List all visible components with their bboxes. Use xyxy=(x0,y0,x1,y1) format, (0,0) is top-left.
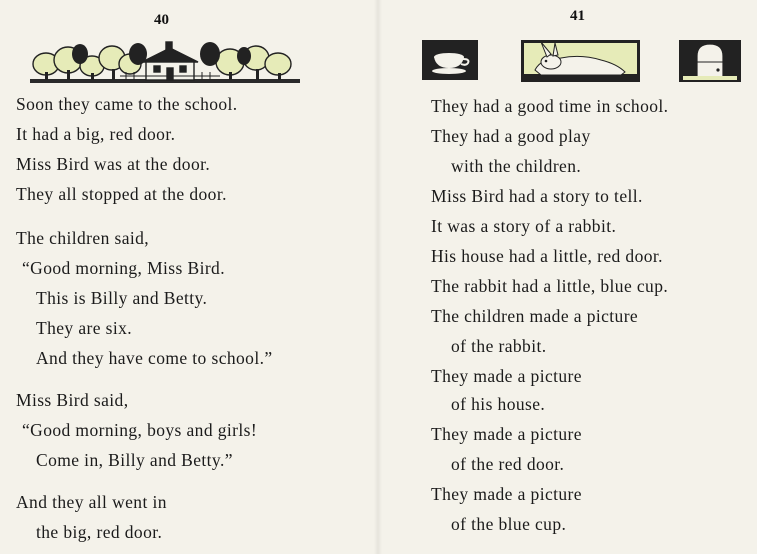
text-line: “Good morning, boys and girls! xyxy=(22,420,258,440)
text-line: of the blue cup. xyxy=(451,514,567,534)
text-line: Miss Bird said, xyxy=(16,390,129,410)
cup-icon xyxy=(422,40,478,80)
text-line: This is Billy and Betty. xyxy=(36,288,208,308)
text-line: They made a picture xyxy=(431,484,582,504)
page-number: 41 xyxy=(570,8,585,24)
text-line: They made a picture xyxy=(431,424,582,444)
door-icon xyxy=(679,40,741,82)
page-number: 40 xyxy=(154,12,169,28)
right-page xyxy=(378,0,757,554)
text-line: Miss Bird had a story to tell. xyxy=(431,186,643,206)
text-line: of the rabbit. xyxy=(451,336,547,356)
rabbit-picture xyxy=(521,40,640,82)
text-line: Miss Bird was at the door. xyxy=(16,154,211,174)
text-line: It had a big, red door. xyxy=(16,124,176,144)
text-line: It was a story of a rabbit. xyxy=(431,216,617,236)
text-line: They had a good play xyxy=(431,126,591,146)
text-line: Come in, Billy and Betty.” xyxy=(36,450,233,470)
schoolhouse-vignette xyxy=(30,40,300,84)
text-line: The children made a picture xyxy=(431,306,639,326)
text-line: They had a good time in school. xyxy=(431,96,669,116)
text-line: the big, red door. xyxy=(36,522,163,542)
left-page xyxy=(0,0,378,554)
text-line: They are six. xyxy=(36,318,133,338)
text-line: of his house. xyxy=(451,394,546,414)
text-line: And they have come to school.” xyxy=(36,348,273,368)
text-line: The children said, xyxy=(16,228,150,248)
text-line: with the children. xyxy=(451,156,582,176)
text-line: They all stopped at the door. xyxy=(16,184,227,204)
text-line: His house had a little, red door. xyxy=(431,246,663,266)
text-line: “Good morning, Miss Bird. xyxy=(22,258,225,278)
text-line: They made a picture xyxy=(431,366,582,386)
text-line: of the red door. xyxy=(451,454,565,474)
text-line: Soon they came to the school. xyxy=(16,94,238,114)
text-line: The rabbit had a little, blue cup. xyxy=(431,276,669,296)
text-line: And they all went in xyxy=(16,492,167,512)
